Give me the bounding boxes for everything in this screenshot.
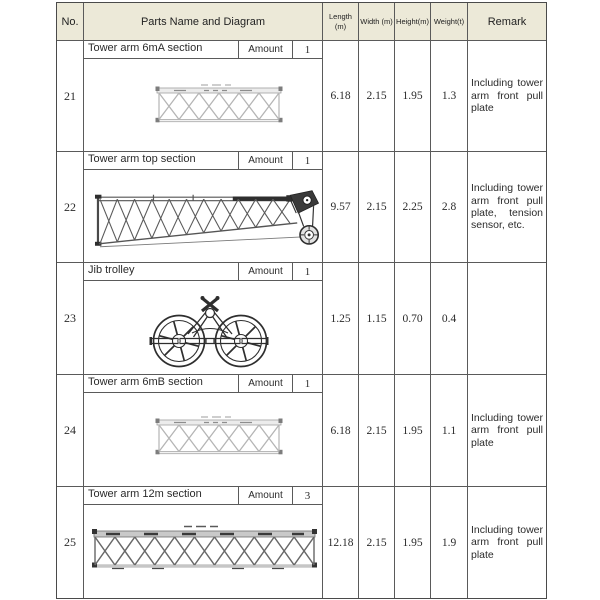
amount-value: 3 — [292, 487, 322, 504]
parts-cell — [84, 487, 323, 598]
remark-cell — [468, 152, 546, 262]
table-row — [57, 487, 546, 598]
amount-value: 1 — [292, 152, 322, 169]
diagram-area — [84, 59, 322, 151]
height-value: 1.95 — [395, 375, 431, 486]
header-no: No. — [57, 3, 84, 40]
diagram-area — [84, 505, 322, 598]
height-value: 1.95 — [395, 487, 431, 598]
length-value: 6.18 — [323, 375, 359, 486]
header-weight: Weight(t) — [431, 3, 468, 40]
diagram-area — [84, 393, 322, 486]
height-value: 2.25 — [395, 152, 431, 262]
tower-arm-top-section-diagram — [94, 187, 322, 251]
length-value: 1.25 — [323, 263, 359, 374]
part-name: Tower arm top section — [88, 153, 196, 165]
part-title-band — [84, 41, 322, 59]
remark-cell — [468, 263, 546, 374]
width-value: 1.15 — [359, 263, 395, 374]
parts-cell — [84, 375, 323, 486]
remark-text: Including tower arm front pull plate, tension sensor, etc. — [471, 182, 543, 232]
header-remark: Remark — [487, 15, 527, 28]
weight-value: 1.3 — [431, 41, 468, 151]
weight-value: 1.1 — [431, 375, 468, 486]
part-name: Jib trolley — [88, 264, 135, 276]
parts-table — [56, 2, 547, 599]
length-value: 9.57 — [323, 152, 359, 262]
amount-label: Amount — [238, 263, 292, 280]
length-value: 6.18 — [323, 41, 359, 151]
parts-cell — [84, 41, 323, 151]
height-value: 1.95 — [395, 41, 431, 151]
parts-cell — [84, 152, 323, 262]
part-name: Tower arm 6mB section — [88, 376, 203, 388]
tower-arm-6mb-diagram — [154, 415, 284, 459]
table-row — [57, 152, 546, 263]
part-name: Tower arm 6mA section — [88, 42, 203, 54]
remark-cell — [468, 487, 546, 598]
amount-value: 1 — [292, 41, 322, 58]
parts-cell — [84, 263, 323, 374]
table-row — [57, 41, 546, 152]
amount-label: Amount — [238, 487, 292, 504]
jib-trolley-diagram — [148, 287, 270, 369]
remark-text: Including tower arm front pull plate — [471, 77, 543, 115]
part-title-band — [84, 263, 322, 281]
remark-text: Including tower arm front pull plate — [471, 411, 543, 449]
diagram-area — [84, 281, 322, 374]
part-title-band — [84, 375, 322, 393]
amount-label: Amount — [238, 152, 292, 169]
tower-arm-12m-diagram — [92, 522, 318, 572]
row-number: 23 — [57, 263, 84, 374]
remark-cell — [468, 375, 546, 486]
row-number: 22 — [57, 152, 84, 262]
width-value: 2.15 — [359, 375, 395, 486]
weight-value: 1.9 — [431, 487, 468, 598]
length-value: 12.18 — [323, 487, 359, 598]
width-value: 2.15 — [359, 41, 395, 151]
header-parts-name-and-diagram: Parts Name and Diagram — [84, 3, 323, 40]
remark-cell — [468, 41, 546, 151]
remark-text: Including tower arm front pull plate — [471, 523, 543, 561]
part-name: Tower arm 12m section — [88, 488, 202, 500]
table-row — [57, 375, 546, 487]
tower-arm-6ma-diagram — [154, 83, 284, 127]
row-number: 24 — [57, 375, 84, 486]
part-title-band — [84, 152, 322, 170]
amount-value: 1 — [292, 263, 322, 280]
amount-value: 1 — [292, 375, 322, 392]
weight-value: 0.4 — [431, 263, 468, 374]
amount-label: Amount — [238, 375, 292, 392]
diagram-area — [84, 170, 322, 262]
width-value: 2.15 — [359, 152, 395, 262]
table-row — [57, 263, 546, 375]
header-length: Length(m) — [323, 3, 359, 40]
row-number: 25 — [57, 487, 84, 598]
amount-label: Amount — [238, 41, 292, 58]
header-width: Width (m) — [359, 3, 395, 40]
part-title-band — [84, 487, 322, 505]
table-header-row — [57, 3, 546, 41]
row-number: 21 — [57, 41, 84, 151]
width-value: 2.15 — [359, 487, 395, 598]
height-value: 0.70 — [395, 263, 431, 374]
weight-value: 2.8 — [431, 152, 468, 262]
header-height: Height(m) — [395, 3, 431, 40]
